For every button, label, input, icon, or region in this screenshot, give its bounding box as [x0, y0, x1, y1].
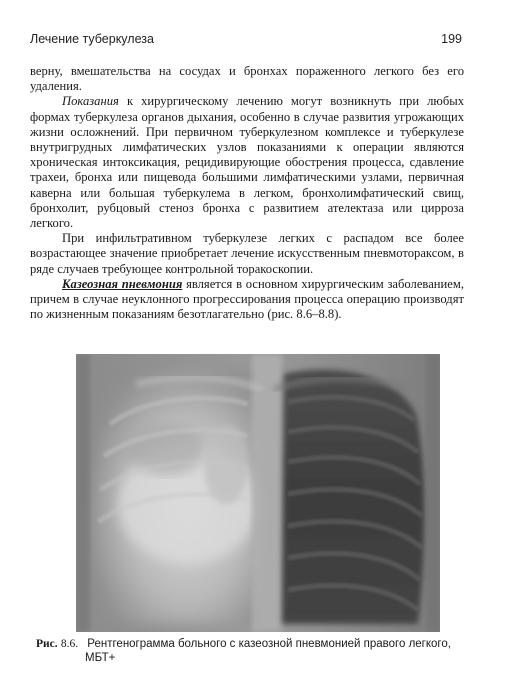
caption-text: Рентгенограмма больного с казеозной пневмонией правого легкого,: [87, 638, 451, 650]
paragraph-2: [30, 94, 464, 231]
running-header: [30, 32, 462, 50]
chapter-title: Лечение туберкулеза: [30, 32, 154, 46]
paragraph-4-lead: Казеозная пневмония: [62, 276, 183, 291]
caption-number: 8.6.: [60, 638, 79, 650]
figure-caption: [36, 638, 468, 665]
paragraph-3: При инфильтративном туберкулезе легких с распадом все более возрастающее значение приобретает лечение искусственным пневмотораксом, в ряде случаев требующее контрольной торакоскопии.: [30, 231, 464, 276]
xray-figure: [76, 354, 440, 632]
caption-text-2: МБТ+: [85, 651, 116, 664]
paragraph-4-text: является в основном хирургическим заболеванием, причем в случае неуклонного прогрессирования процесса операцию производят по жизненным показаниям безотлагательно (рис. 8.6–8.8).: [30, 276, 464, 322]
caption-label: Рис.: [36, 638, 58, 650]
paragraph-2-lead: Показания: [62, 94, 119, 109]
body-text: [30, 64, 464, 322]
paragraph-1: верну, вмешательства на сосудах и бронхах пораженного легкого без его удаления.: [30, 64, 464, 94]
paragraph-4: [30, 277, 464, 323]
paragraph-2-text: к хирургическому лечению могут возникнуть при любых формах туберкулеза органов дыхания, особенно в случае развития угрожающих жизни осложнений. При первичном туберкулезном комплексе и туберкулезе внутригрудных лимфатических узлов показаниями к операции являются хроническая интоксикация, рецидивирующие обострения процесса, сдавление трахеи, бронха или пищевода большими лимфатическими узлами, первичная каверна или большая туберкулема в легком, бронхолимфатический свищ, бронхолит, рубцовый стеноз бронха с развитием ателектаза или цирроза легкого.: [30, 94, 464, 231]
xray-image: [76, 354, 440, 632]
page-number: 199: [441, 32, 462, 46]
